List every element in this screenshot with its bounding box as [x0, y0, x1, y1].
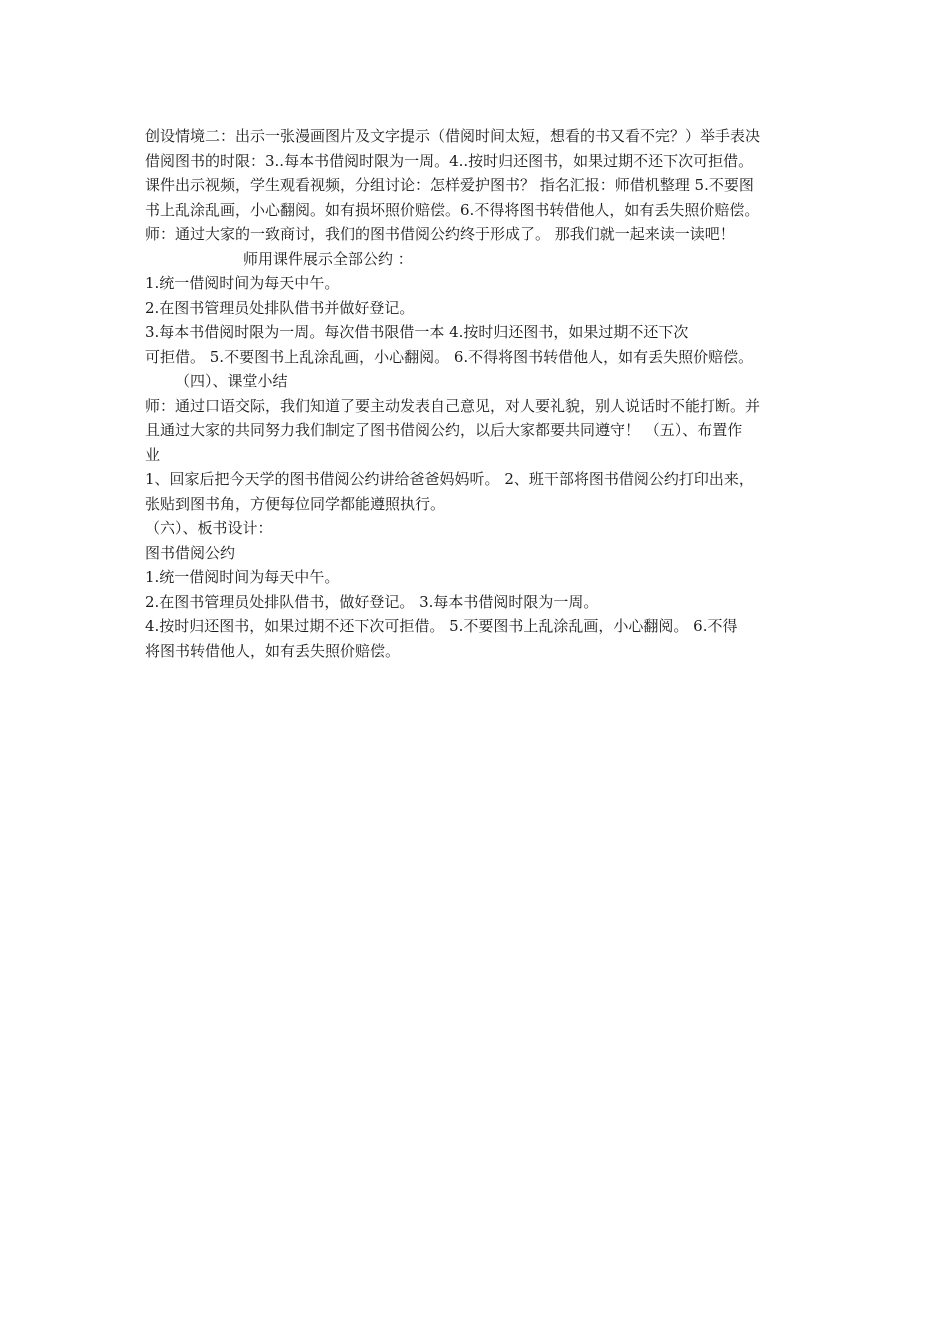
section-heading: （六）、板书设计： — [145, 519, 273, 537]
text-line: 1、回家后把今天学的图书借阅公约讲给爸爸妈妈听。 2、班干部将图书借阅公约打印出来， — [145, 470, 754, 488]
text-line: 张贴到图书角，方便每位同学都能遵照执行。 — [145, 494, 446, 513]
text-line: 2.在图书管理员处排队借书，做好登记。 3.每本书借阅时限为一周。 — [145, 592, 599, 611]
text-line: 4.按时归还图书，如果过期不还下次可拒借。 5.不要图书上乱涂乱画，小心翻阅。 6.不得 — [145, 617, 738, 635]
text-line: 创设情境二：出示一张漫画图片及文字提示（借阅时间太短，想看的书又看不完？）举手表决 — [145, 127, 761, 145]
text-line: 课件出示视频，学生观看视频，分组讨论：怎样爱护图书？ 指名汇报：师借机整理 5.不要图 — [145, 176, 754, 194]
text-line: 书上乱涂乱画，小心翻阅。如有损坏照价赔偿。6.不得将图书转借他人，如有丢失照价赔偿。 — [145, 200, 760, 219]
text-line: 1.统一借阅时间为每天中午。 — [145, 568, 340, 586]
text-line: 将图书转借他人，如有丢失照价赔偿。 — [145, 641, 401, 660]
text-line: 师：通过口语交际，我们知道了要主动发表自己意见，对人要礼貌，别人说话时不能打断。并 — [145, 396, 761, 415]
text-line: 且通过大家的共同努力我们制定了图书借阅公约，以后大家都要共同遵守！ （五）、布置作 — [145, 421, 743, 439]
text-line: 师：通过大家的一致商讨，我们的图书借阅公约终于形成了。 那我们就一起来读一读吧！ — [145, 225, 735, 243]
text-line: 2.在图书管理员处排队借书并做好登记。 — [145, 298, 415, 317]
document-body — [145, 124, 815, 663]
board-title: 图书借阅公约 — [145, 543, 236, 562]
text-line: 可拒借。 5.不要图书上乱涂乱画，小心翻阅。 6.不得将图书转借他人，如有丢失照价赔偿。 — [145, 347, 754, 366]
text-line: 3.每本书借阅时限为一周。每次借书限借一本 4.按时归还图书，如果过期不还下次 — [145, 323, 689, 341]
section-heading: （四）、课堂小结 — [175, 372, 288, 390]
text-line: 师用课件展示全部公约 ： — [243, 249, 413, 268]
text-line: 业 — [145, 445, 161, 464]
text-line: 借阅图书的时限：3..每本书借阅时限为一周。4..按时归还图书，如果过期不还下次可拒借。 — [145, 151, 754, 170]
text-line: 1.统一借阅时间为每天中午。 — [145, 274, 340, 292]
